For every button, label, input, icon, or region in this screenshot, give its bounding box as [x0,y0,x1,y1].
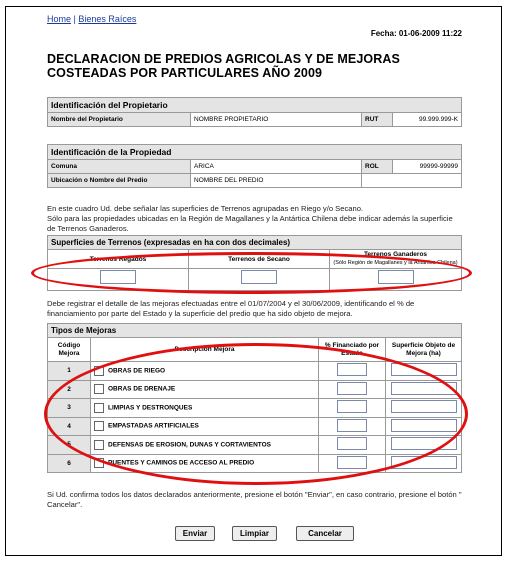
breadcrumb [47,14,136,24]
property-header: Identificación de la Propiedad [48,145,462,160]
limpiar-button[interactable]: Limpiar [232,526,277,541]
financiado-cell [319,362,386,381]
financiado-input[interactable] [337,363,367,376]
owner-table [47,97,462,127]
improvements-table [47,323,462,473]
ubicacion-label: Ubicación o Nombre del Predio [48,174,191,188]
ganaderos-input[interactable] [378,270,414,284]
financiado-cell [319,380,386,399]
rut-value: 99.999.999-K [393,113,462,127]
home-link[interactable]: Home [47,14,72,24]
date-time: Fecha: 01-06-2009 11:22 [370,29,462,38]
instructions-1: En este cuadro Ud. debe señalar las superficies de Terrenos agrupadas en Riego y/o Secano. [47,204,364,213]
financiado-input[interactable] [337,382,367,395]
financiado-input[interactable] [337,419,367,432]
superficie-cell [386,417,462,436]
superficie-cell [386,436,462,455]
improvements-body [48,362,462,473]
footer-text: Si Ud. confirma todos los datos declarados anteriormente, presione el botón "Enviar", en caso contrario, presione el botón " Cancelar". [47,490,462,509]
financiado-cell [319,454,386,473]
secano-input[interactable] [241,270,277,284]
improvement-desc: OBRAS DE RIEGO [108,367,166,375]
improvement-desc: LIMPIAS Y DESTRONQUES [108,404,193,412]
col-codigo-label: Código Mejora [48,338,91,362]
improvement-desc-cell [91,417,319,436]
ubicacion-value: NOMBRE DEL PREDIO [191,174,362,188]
superficie-cell [386,454,462,473]
bienes-raices-link[interactable]: Bienes Raíces [78,14,137,24]
improvement-desc-cell [91,399,319,418]
improvement-desc-cell [91,436,319,455]
rol-value: 99999-99999 [393,160,462,174]
col-ganaderos-note: (Sólo Región de Magallanes y la Antártica Chilena) [333,260,458,266]
rut-label: RUT [362,113,393,127]
col-riego-label: Terrenos Regados [48,250,189,269]
superficie-input[interactable] [391,382,457,395]
superficie-input[interactable] [391,363,457,376]
improvement-checkbox[interactable] [94,384,104,394]
breadcrumb-separator: | [73,14,76,24]
improvement-row [48,399,462,418]
col-descripcion-label: Descripción Mejora [91,338,319,362]
comuna-value: ARICA [191,160,362,174]
col-ganaderos-label: Terrenos Ganaderos [363,251,428,258]
comuna-label: Comuna [48,160,191,174]
col-financiado-label: % Financiado por Estado [319,338,386,362]
col-ganaderos-header [330,250,462,269]
superficie-input[interactable] [391,419,457,432]
improvement-row [48,380,462,399]
superficie-input[interactable] [391,400,457,413]
col-secano-label: Terrenos de Secano [189,250,330,269]
superficie-cell [386,380,462,399]
improvement-code: 3 [48,399,91,418]
owner-name-value: NOMBRE PROPIETARIO [191,113,362,127]
rol-label: ROL [362,160,393,174]
ganaderos-cell [330,269,462,291]
financiado-input[interactable] [337,400,367,413]
improvement-desc-cell [91,454,319,473]
improvement-code: 2 [48,380,91,399]
improvements-header: Tipos de Mejoras [48,324,462,338]
improvement-code: 5 [48,436,91,455]
secano-cell [189,269,330,291]
improvement-desc: OBRAS DE DRENAJE [108,385,176,393]
improvement-code: 1 [48,362,91,381]
ubicacion-empty [362,174,462,188]
enviar-button[interactable]: Enviar [175,526,215,541]
improvement-row [48,417,462,436]
financiado-cell [319,399,386,418]
surfaces-header: Superficies de Terrenos (expresadas en ha con dos decimales) [48,236,462,250]
improvement-desc: EMPASTADAS ARTIFICIALES [108,422,199,430]
improvement-desc: PUENTES Y CAMINOS DE ACCESO AL PREDIO [108,459,255,467]
improvement-checkbox[interactable] [94,421,104,431]
riego-cell [48,269,189,291]
improvement-row [48,362,462,381]
financiado-cell [319,436,386,455]
improvement-code: 6 [48,454,91,473]
improvement-checkbox[interactable] [94,403,104,413]
superficie-cell [386,399,462,418]
riego-input[interactable] [100,270,136,284]
improvement-desc-cell [91,380,319,399]
instructions-3: Debe registrar el detalle de las mejoras efectuadas entre el 01/07/2004 y el 30/06/2009, identificando el % de financiamiento por parte del Estado y la superficie del predio que ha sido objeto de mejora. [47,299,415,318]
improvement-checkbox[interactable] [94,458,104,468]
superficie-cell [386,362,462,381]
owner-header: Identificación del Propietario [48,98,462,113]
financiado-input[interactable] [337,456,367,469]
improvement-checkbox[interactable] [94,366,104,376]
page-title: DECLARACION DE PREDIOS AGRICOLAS Y DE MEJORAS COSTEADAS POR PARTICULARES AÑO 2009 [47,52,400,80]
improvement-desc: DEFENSAS DE EROSION, DUNAS Y CORTAVIENTOS [108,441,272,449]
superficie-input[interactable] [391,437,457,450]
improvement-row [48,436,462,455]
improvement-desc-cell [91,362,319,381]
owner-name-label: Nombre del Propietario [48,113,191,127]
instructions-2: Sólo para las propiedades ubicadas en la Región de Magallanes y la Antártica Chilena debe indicar además la superficie de Terrenos Ganaderos. [47,214,453,233]
financiado-input[interactable] [337,437,367,450]
improvement-row [48,454,462,473]
financiado-cell [319,417,386,436]
improvement-code: 4 [48,417,91,436]
property-table [47,144,462,188]
superficie-input[interactable] [391,456,457,469]
col-superficie-label: Superficie Objeto de Mejora (ha) [386,338,462,362]
improvement-checkbox[interactable] [94,440,104,450]
cancelar-button[interactable]: Cancelar [296,526,354,541]
surfaces-table [47,235,462,291]
